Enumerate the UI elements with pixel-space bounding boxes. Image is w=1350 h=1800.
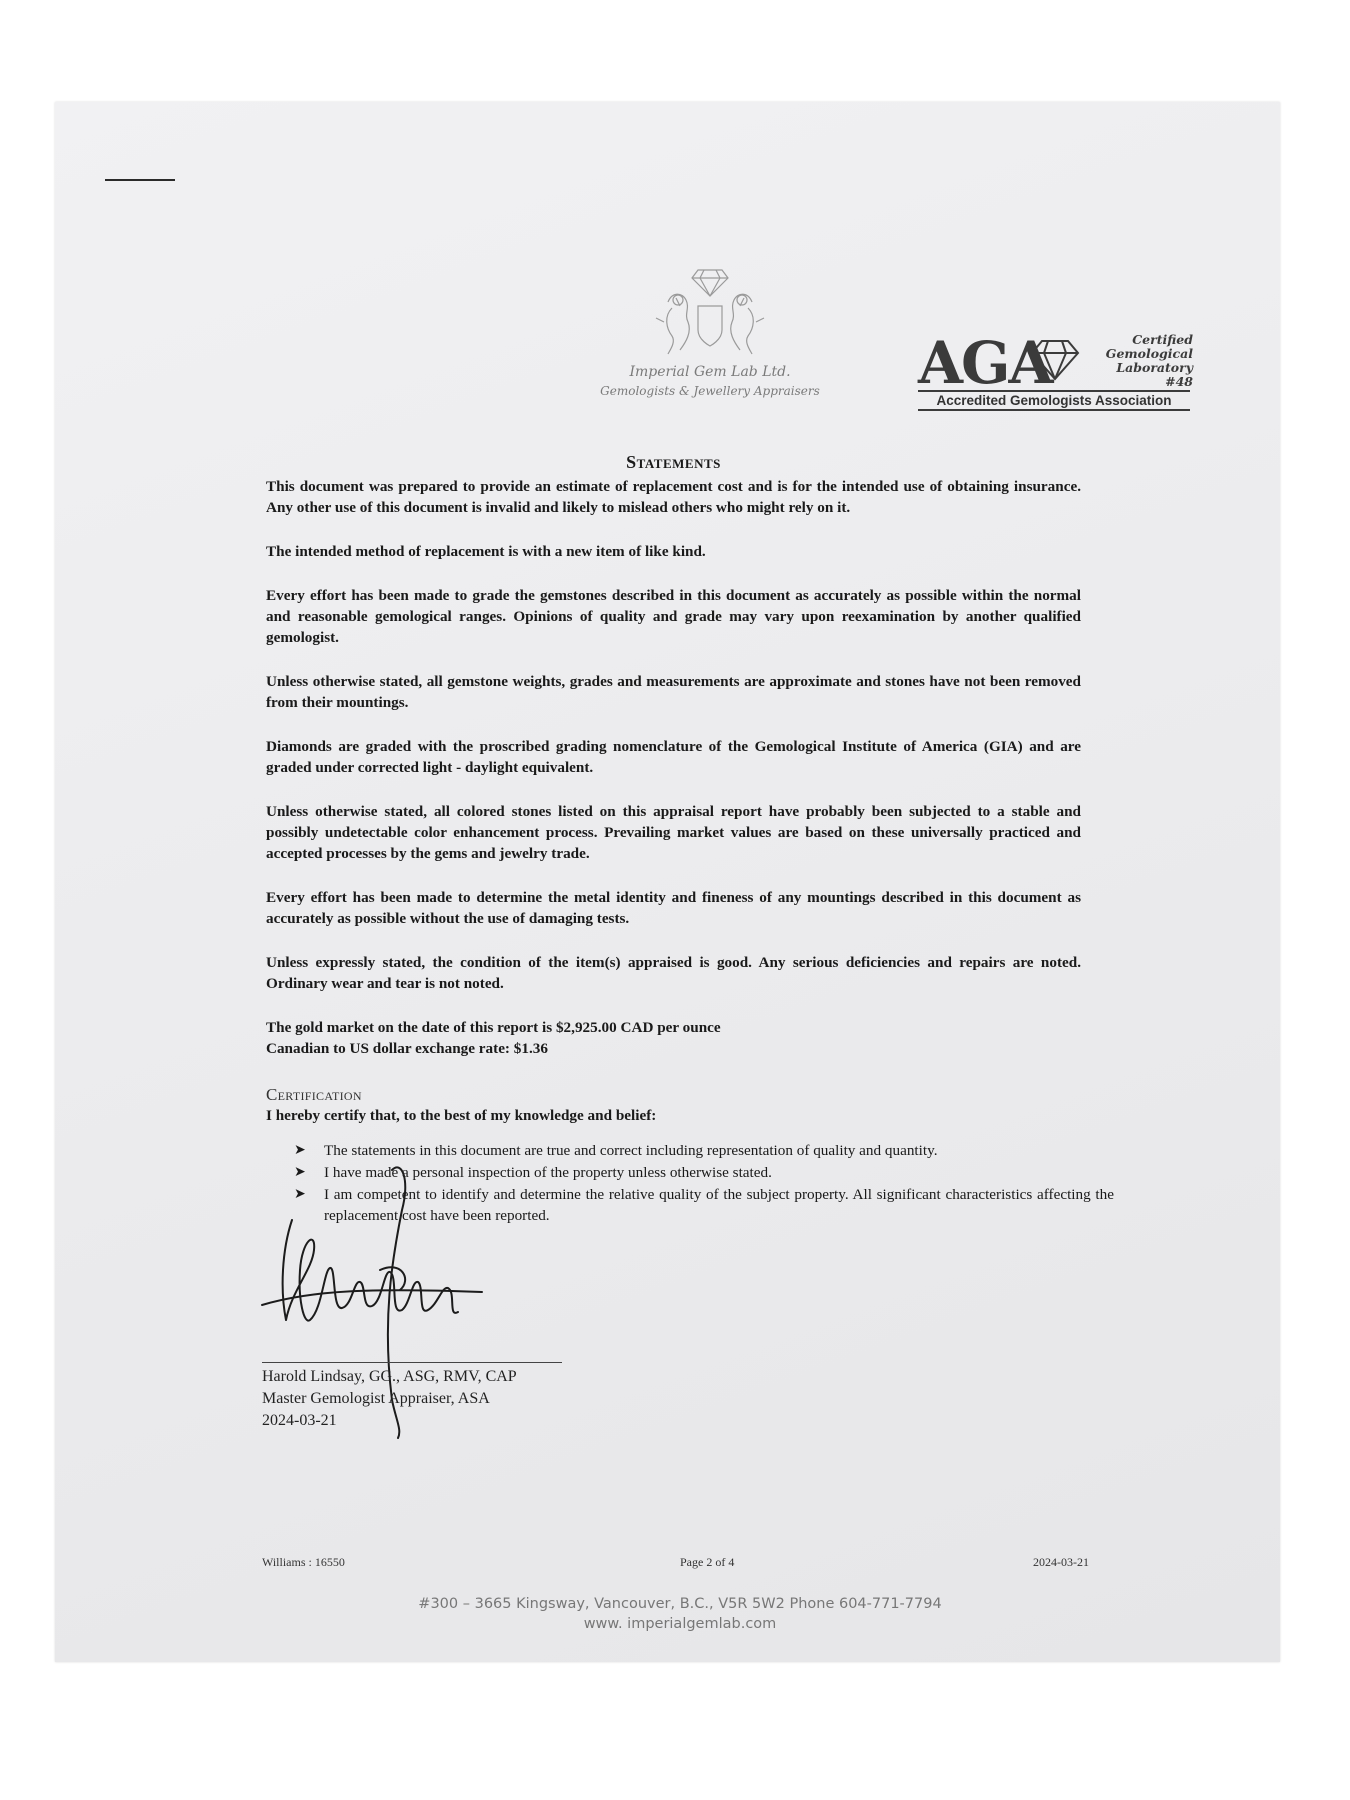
certification-intro: I hereby certify that, to the best of my knowledge and belief: — [266, 1107, 657, 1124]
statement-paragraph: Every effort has been made to determine the metal identity and fineness of any mountings described in this document as accurately as possible without the use of damaging tests. — [266, 889, 1081, 927]
aga-association: Accredited Gemologists Association — [918, 390, 1190, 411]
aga-cert-line: Certified — [1132, 332, 1193, 347]
aga-cert-line: Gemological — [1105, 346, 1193, 361]
lab-address: #300 – 3665 Kingsway, Vancouver, B.C., V5R 5W2 Phone 604-771-7794 — [418, 1596, 942, 1612]
footer-date: 2024-03-21 — [1033, 1555, 1089, 1569]
arrow-bullet-icon: ➤ — [294, 1143, 306, 1158]
signatory-name: Harold Lindsay, GG., ASG, RMV, CAP — [262, 1368, 517, 1385]
aga-letters: AGA — [918, 329, 1052, 397]
arrow-bullet-icon: ➤ — [294, 1187, 306, 1202]
gold-market-line: The gold market on the date of this report is $2,925.00 CAD per ounce — [266, 1019, 721, 1036]
signature-date: 2024-03-21 — [262, 1412, 337, 1429]
exchange-rate-line: Canadian to US dollar exchange rate: $1.36 — [266, 1040, 548, 1057]
statement-paragraph: Unless otherwise stated, all gemstone weights, grades and measurements are approximate and stones have not been removed from their mountings. — [266, 673, 1081, 711]
statement-paragraph: Diamonds are graded with the proscribed grading nomenclature of the Gemological Institute of America (GIA) and are graded under corrected light - daylight equivalent. — [266, 738, 1081, 776]
lab-tagline: Gemologists & Jewellery Appraisers — [600, 384, 820, 398]
statements-title: Statements — [626, 452, 721, 472]
statement-paragraph: This document was prepared to provide an estimate of replacement cost and is for the intended use of obtaining insurance. Any other use of this document is invalid and likely to mislead others who might rely on it. — [266, 478, 1081, 516]
certification-item-text: The statements in this document are true and correct including representation of quality and quantity. — [324, 1142, 938, 1159]
statement-paragraph: Every effort has been made to grade the gemstones described in this document as accurately as possible within the normal and reasonable gemological ranges. Opinions of quality and grade may vary upon reexamination by another qualified gemologist. — [266, 587, 1081, 646]
lion-crest-icon — [650, 262, 770, 362]
statement-paragraph: The intended method of replacement is with a new item of like kind. — [266, 543, 706, 560]
aga-logo — [918, 329, 1193, 413]
statements-section — [266, 452, 1114, 1227]
aga-cert-text — [1093, 333, 1193, 389]
footer-address-block — [380, 1594, 980, 1634]
client-reference: Williams : 16550 — [262, 1555, 345, 1569]
certification-item-text: I have made a personal inspection of the property unless otherwise stated. — [324, 1164, 772, 1181]
lab-logo — [580, 262, 840, 422]
signatory-title: Master Gemologist Appraiser, ASA — [262, 1390, 490, 1407]
lab-name: Imperial Gem Lab Ltd. — [629, 364, 791, 380]
aga-cert-line: Laboratory #48 — [1116, 360, 1193, 389]
certification-title: Certification — [266, 1085, 362, 1104]
diamond-icon — [1030, 337, 1080, 381]
signatory — [262, 1366, 517, 1432]
statement-paragraph: Unless otherwise stated, all colored stones listed on this appraisal report have probably been subjected to a stable and possibly undetectable color enhancement process. Prevailing market values are based on these universally practiced and accepted processes by the gems and jewelry trade. — [266, 803, 1081, 862]
statement-paragraph: Unless expressly stated, the condition of the item(s) appraised is good. Any serious deficiencies and repairs are noted. Ordinary wear and tear is not noted. — [266, 954, 1081, 992]
certification-item-text: I am competent to identify and determine the relative quality of the subject property. All significant characteristics affecting the replacement cost have been reported. — [324, 1186, 1114, 1224]
margin-mark — [105, 179, 175, 181]
arrow-bullet-icon: ➤ — [294, 1165, 306, 1180]
signature-line — [262, 1362, 562, 1363]
signature-block — [262, 1270, 582, 1470]
lab-website: www. imperialgemlab.com — [583, 1616, 777, 1632]
page-number: Page 2 of 4 — [680, 1555, 735, 1569]
